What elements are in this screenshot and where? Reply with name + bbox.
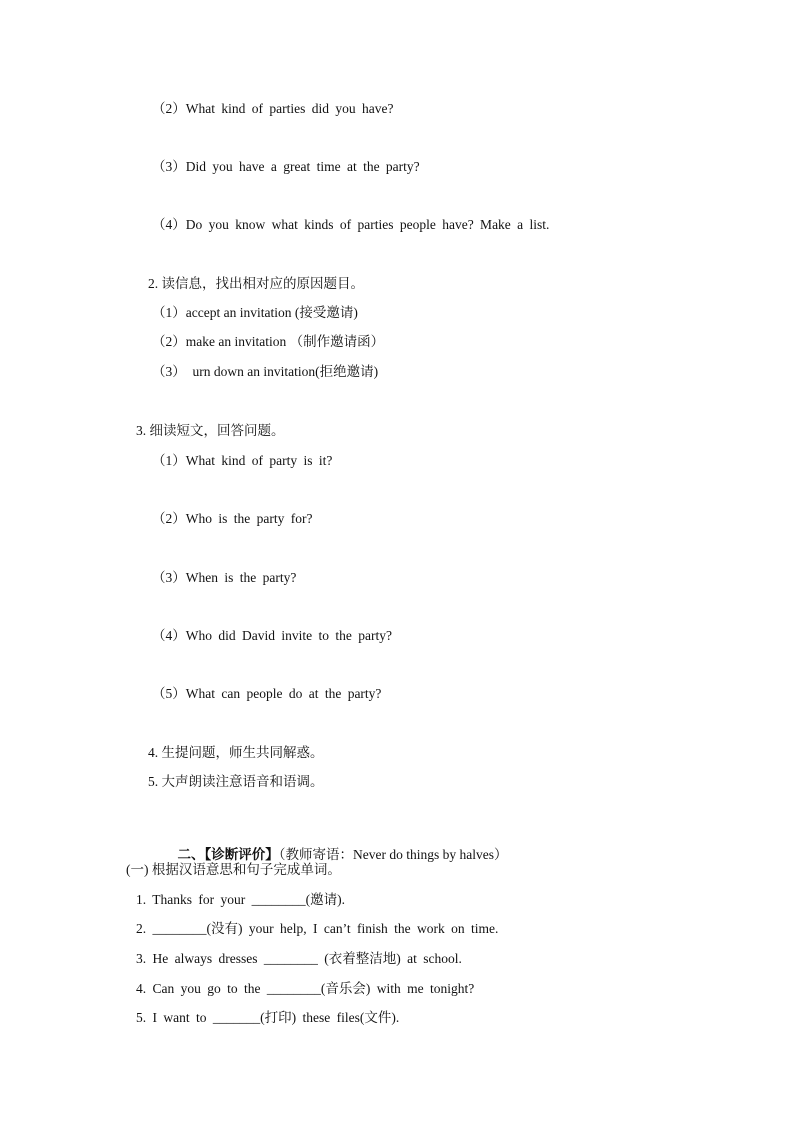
section-3-question: （3）When is the party? [152, 570, 297, 585]
evaluation-title-suffix: （教师寄语：Never do things by halves） [278, 846, 508, 862]
question-3: （3）Did you have a great time at the party? [152, 159, 420, 174]
section-5-text: 5. 大声朗读注意语音和语调。 [148, 774, 324, 789]
section-2-heading: 2. 读信息，找出相对应的原因题目。 [148, 276, 364, 291]
evaluation-item: 3. He always dresses ________ (衣着整洁地) at school. [136, 951, 462, 966]
evaluation-item: 4. Can you go to the ________(音乐会) with me tonight? [136, 981, 475, 996]
question-2: （2）What kind of parties did you have? [152, 101, 394, 116]
section-2-item: （3） urn down an invitation(拒绝邀请) [152, 364, 379, 379]
evaluation-item: 2. ________(没有) your help, I can’t finish the work on time. [136, 921, 499, 936]
evaluation-subheading: (一) 根据汉语意思和句子完成单词。 [126, 862, 341, 877]
evaluation-item: 5. I want to _______(打印) these files(文件). [136, 1010, 400, 1025]
section-3-heading: 3. 细读短文，回答问题。 [136, 423, 285, 438]
section-4-text: 4. 生提问题，师生共同解惑。 [148, 745, 324, 760]
evaluation-title-bold: 【诊断评价】 [204, 846, 279, 862]
section-3-question: （5）What can people do at the party? [152, 686, 382, 701]
section-2-item: （2）make an invitation （制作邀请函） [152, 334, 385, 349]
evaluation-item: 1. Thanks for your ________(邀请). [136, 892, 345, 907]
question-4: （4）Do you know what kinds of parties people have? Make a list. [152, 217, 550, 232]
section-3-question: （2）Who is the party for? [152, 511, 313, 526]
section-2-item: （1）accept an invitation (接受邀请) [152, 305, 358, 320]
section-3-question: （4）Who did David invite to the party? [152, 628, 392, 643]
section-3-question: （1）What kind of party is it? [152, 453, 333, 468]
evaluation-title-prefix: 二、 [177, 846, 205, 862]
